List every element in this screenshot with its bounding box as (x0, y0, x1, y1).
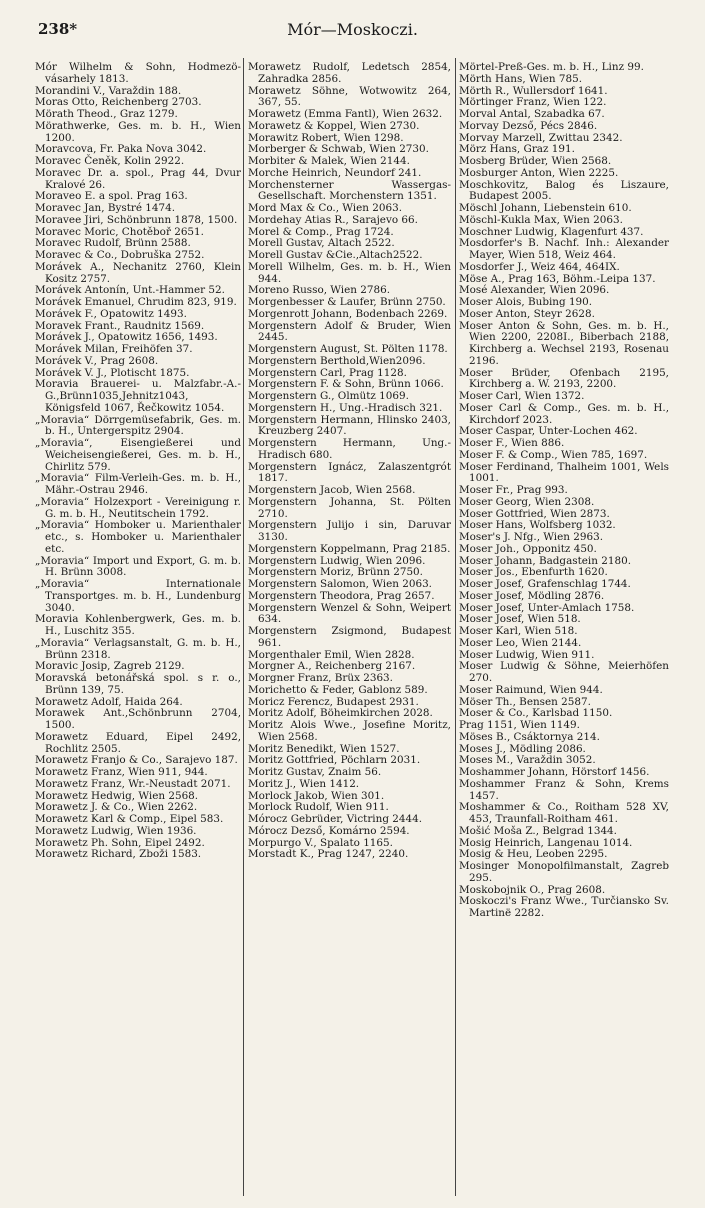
directory-entry: Mörtinger Franz, Wien 122. (459, 96, 607, 109)
directory-entry: Moser Ludwig & Söhne, Meierhöfen 270. (459, 660, 669, 684)
directory-entry: Morchensterner Wassergas-Gesellschaft. Morchenstern 1351. (248, 178, 451, 203)
directory-entry: Moser Karl, Wien 518. (459, 625, 578, 637)
directory-entry: Moser Anton & Sohn, Ges. m. b. H., Wien 2200, 2208I., Biberbach 2188, Kirchberg a. Wechsel 2193, Rosenau 2196. (459, 319, 669, 367)
column-left (35, 62, 241, 861)
directory-entry: Mosberg Brüder, Wien 2568. (459, 155, 612, 167)
directory-entry: „Moravia“ Internationale Transportges. m. b. H., Lundenburg 3040. (35, 578, 241, 614)
directory-entry: Moser Fr., Prag 993. (459, 484, 568, 496)
directory-entry: Moritz J., Wien 1412. (248, 777, 360, 790)
directory-entry: Moser Jos., Ebenfurth 1620. (459, 566, 608, 579)
directory-entry: Morawetz Franz, Wien 911, 944. (35, 766, 208, 778)
directory-entry: Moser Carl & Comp., Ges. m. b. H., Kirchdorf 2023. (459, 401, 669, 426)
directory-entry: Mosig Heinrich, Langenau 1014. (459, 836, 633, 849)
directory-entry: „Moravia“ Holzexport - Vereinigung r. G. m. b. H., Neutitschein 1792. (35, 495, 241, 520)
directory-entry: Morgenstern F. & Sohn, Brünn 1066. (248, 378, 444, 391)
directory-entry: „Moravia“ Verlagsanstalt, G. m. b. H., Brünn 2318. (35, 636, 241, 661)
directory-entry: Morell Gustav, Altach 2522. (248, 237, 395, 250)
directory-entry: Morawetz & Koppel, Wien 2730. (248, 119, 420, 132)
directory-entry: Moraveo E. a spol. Prag 163. (35, 190, 188, 203)
directory-entry: Moser's J. Nfg., Wien 2963. (459, 531, 604, 543)
directory-entry: Moschkovitz, Balog és Liszaure, Budapest 2005. (459, 178, 669, 203)
directory-entry: Morgenstern Hermann, Ung.-Hradisch 680. (248, 437, 451, 461)
directory-entry: Morawetz Karl & Comp., Eipel 583. (35, 813, 224, 825)
directory-entry: Morpurgo V., Spalato 1165. (248, 836, 393, 849)
directory-entry: Morgenstern Theodora, Prag 2657. (248, 589, 435, 602)
directory-entry: Morávek J., Opatowitz 1656, 1493. (35, 331, 218, 344)
directory-entry: Morlock Rudolf, Wien 911. (248, 801, 389, 814)
directory-entry: Moser Ludwig, Wien 911. (459, 648, 595, 661)
directory-entry: Morávek F., Opatowitz 1493. (35, 307, 187, 320)
directory-entry: Morávek V. J., Plotischt 1875. (35, 366, 190, 379)
directory-entry: Morawetz Söhne, Wotwowitz 264, 367, 55. (248, 84, 451, 109)
directory-entry: Morche Heinrich, Neundorf 241. (248, 166, 422, 179)
directory-entry: Moskobojnik O., Prag 2608. (459, 883, 606, 896)
directory-entry: Mošić Moša Z., Belgrad 1344. (459, 824, 617, 837)
directory-entry: Moritz Adolf, Böheimkirchen 2028. (248, 707, 433, 720)
directory-entry: Morawetz (Emma Fantl), Wien 2632. (248, 108, 443, 120)
directory-entry: Moshammer & Co., Roitham 528 XV, 453, Traunfall-Roitham 461. (459, 801, 669, 825)
directory-entry: Moser Josef, Wien 518. (459, 613, 581, 626)
directory-entry: Morvay Marzell, Zwittau 2342. (459, 131, 623, 144)
directory-entry: Moravec Dr. a. spol., Prag 44, Dvur Kralové 26. (35, 166, 241, 191)
directory-entry: Morávek Antonín, Unt.-Hammer 52. (35, 284, 225, 297)
column-divider (455, 58, 456, 1196)
directory-entry: Möse A., Prag 163, Böhm.-Leipa 137. (459, 272, 656, 285)
directory-entry: Moritz Gustav, Znaim 56. (248, 766, 382, 778)
directory-entry: Moravek Frant., Raudnitz 1569. (35, 319, 205, 332)
directory-entry: Moreno Russo, Wien 2786. (248, 284, 391, 297)
directory-entry: Moricz Ferencz, Budapest 2931. (248, 695, 419, 708)
directory-entry: Morávek Emanuel, Chrudim 823, 919. (35, 296, 237, 308)
directory-entry: Moritz Gottfried, Pöchlarn 2031. (248, 754, 421, 767)
directory-entry: Morgenstern Julijo i sin, Daruvar 3130. (248, 519, 451, 543)
directory-entry: Moshammer Johann, Hörstorf 1456. (459, 766, 650, 778)
directory-entry: Möschl Johann, Liebenstein 610. (459, 202, 632, 214)
directory-entry: Moravic Josip, Zagreb 2129. (35, 660, 185, 673)
directory-entry: Mosé Alexander, Wien 2096. (459, 284, 610, 297)
directory-entry: Moser Georg, Wien 2308. (459, 495, 595, 508)
directory-entry: Moser F. & Comp., Wien 785, 1697. (459, 448, 648, 461)
directory-entry: Morgenstern Johanna, St. Pölten 2710. (248, 495, 451, 520)
directory-entry: Mór Wilhelm & Sohn, Hodmezö-vásarhely 1813. (35, 61, 241, 85)
directory-entry: Morawetz Richard, Zboži 1583. (35, 848, 202, 861)
directory-entry: Moskoczi's Franz Wwe., Turčiansko Sv. Martinë 2282. (459, 895, 669, 919)
directory-entry: Morgner A., Reichenberg 2167. (248, 660, 416, 673)
directory-entry: Moser F., Wien 886. (459, 437, 565, 449)
directory-entry: Morel & Comp., Prag 1724. (248, 225, 394, 238)
directory-entry: Morgenstern August, St. Pölten 1178. (248, 343, 448, 355)
directory-entry: Moser Hans, Wolfsberg 1032. (459, 519, 616, 532)
directory-entry: Moras Otto, Reichenberg 2703. (35, 96, 202, 109)
directory-entry: Morgenstern Salomon, Wien 2063. (248, 578, 432, 590)
column-middle (248, 62, 451, 861)
directory-entry: Möser Th., Bensen 2587. (459, 695, 591, 708)
directory-entry: Morgenstern Zsigmond, Budapest 961. (248, 625, 451, 649)
directory-entry: Mosburger Anton, Wien 2225. (459, 166, 619, 179)
directory-entry: Morgenstern H., Ung.-Hradisch 321. (248, 401, 443, 414)
directory-entry: „Moravia“ Homboker u. Marienthaler etc., s. Homboker u. Marienthaler etc. (35, 519, 241, 555)
directory-entry: Moses J., Mödling 2086. (459, 742, 586, 755)
directory-entry: Morawetz Franz, Wr.-Neustadt 2071. (35, 777, 231, 790)
directory-entry: Morgenrott Johann, Bodenbach 2269. (248, 307, 448, 320)
directory-entry: Moser Gottfried, Wien 2873. (459, 507, 610, 520)
directory-entry: Moser Raimund, Wien 944. (459, 683, 603, 696)
directory-entry: Morvay Dezső, Pécs 2846. (459, 119, 598, 132)
directory-entry: Moser Josef, Grafenschlag 1744. (459, 578, 631, 590)
directory-entry: Mörth R., Wullersdorf 1641. (459, 84, 608, 97)
directory-entry: Moritz Benedikt, Wien 1527. (248, 742, 400, 755)
directory-entry: Moravec Jan, Bystré 1474. (35, 202, 176, 214)
directory-entry: Morawetz Adolf, Haida 264. (35, 695, 183, 708)
directory-entry: Morstadt K., Prag 1247, 2240. (248, 848, 409, 861)
directory-entry: Morgenstern Berthold,Wien2096. (248, 354, 426, 367)
directory-entry: „Moravia“ Import und Export, G. m. b. H. Brünn 3008. (35, 554, 241, 579)
directory-entry: Morawetz J. & Co., Wien 2262. (35, 801, 198, 814)
directory-entry: Moser Josef, Mödling 2876. (459, 589, 605, 602)
directory-entry: Moses M., Varaždin 3052. (459, 754, 596, 767)
directory-entry: Mosdorfer's B. Nachf. Inh.: Alexander Mayer, Wien 518, Weiz 464. (459, 237, 669, 261)
page-title: Mór—Moskoczi. (287, 20, 418, 39)
column-right (459, 62, 669, 920)
directory-entry: Morbiter & Malek, Wien 2144. (248, 155, 410, 167)
directory-entry: Mörathwerke, Ges. m. b. H., Wien 1200. (35, 119, 241, 144)
directory-entry: Morawek Ant.,Schönbrunn 2704, 1500. (35, 707, 241, 731)
directory-entry: Moravec & Co., Dobruška 2752. (35, 249, 205, 261)
directory-entry: Moser Anton, Steyr 2628. (459, 307, 595, 320)
directory-entry: Moser Joh., Opponitz 450. (459, 542, 597, 555)
directory-entry: Morávek Milan, Freihöfen 37. (35, 343, 193, 355)
directory-entry: Morgner Franz, Brüx 2363. (248, 672, 393, 684)
directory-entry: Morgenstern Wenzel & Sohn, Weipert 634. (248, 601, 451, 626)
directory-entry: Moravec Rudolf, Brünn 2588. (35, 237, 191, 250)
page-number: 238* (38, 20, 78, 38)
directory-entry: Mosinger Monopolfilmanstalt, Zagreb 295. (459, 860, 669, 884)
directory-entry: Möses B., Csáktornya 214. (459, 730, 600, 743)
directory-entry: Mörz Hans, Graz 191. (459, 143, 575, 156)
directory-entry: Moravee Jiri, Schönbrunn 1878, 1500. (35, 213, 238, 226)
directory-entry: Moravská betonářská spol. s r. o., Brünn 139, 75. (35, 672, 241, 696)
directory-entry: Moser Josef, Unter-Amlach 1758. (459, 601, 635, 614)
directory-entry: Morlock Jakob, Wien 301. (248, 789, 385, 802)
directory-entry: Morawitz Robert, Wien 1298. (248, 131, 404, 144)
directory-entry: Mórocz Gebrüder, Victring 2444. (248, 813, 423, 825)
directory-entry: Moshammer Franz & Sohn, Krems 1457. (459, 777, 669, 802)
directory-entry: Morichetto & Feder, Gablonz 589. (248, 683, 428, 696)
directory-entry: Moravia Brauerei- u. Malzfabr.-A.-G.,Brünn1035,Jehnitz1043, Königsfeld 1067, Řečkowitz 1054. (35, 378, 241, 414)
directory-entry: Moser Brüder, Ofenbach 2195, Kirchberg a. W. 2193, 2200. (459, 366, 669, 391)
directory-entry: Morell Wilhelm, Ges. m. b. H., Wien 944. (248, 260, 451, 285)
directory-entry: „Moravia“, Eisengießerei und Weicheisengießerei, Ges. m. b. H., Chirlitz 579. (35, 437, 241, 473)
directory-entry: „Moravia“ Dörrgemüsefabrik, Ges. m. b. H., Untergerspitz 2904. (35, 413, 241, 438)
directory-entry: Mord Max & Co., Wien 2063. (248, 202, 403, 214)
directory-entry: Moser Johann, Badgastein 2180. (459, 554, 631, 567)
directory-entry: Prag 1151, Wien 1149. (459, 719, 580, 731)
directory-entry: Morgenstern Ignácz, Zalaszentgrót 1817. (248, 460, 451, 485)
directory-entry: Moravcova, Fr. Paka Nova 3042. (35, 143, 207, 156)
directory-entry: Morgenthaler Emil, Wien 2828. (248, 648, 415, 661)
directory-entry: Moravec Moric, Chotěboř 2651. (35, 225, 204, 238)
page-header (0, 0, 705, 60)
directory-entry: „Moravia“ Film-Verleih-Ges. m. b. H., Mähr.-Ostrau 2946. (35, 472, 241, 496)
directory-entry: Morgenstern Moriz, Brünn 2750. (248, 566, 423, 579)
directory-entry: Moser Leo, Wien 2144. (459, 636, 582, 649)
directory-entry: Morávek A., Nechanitz 2760, Klein Kositz 2757. (35, 260, 241, 285)
directory-entry: Möschl-Kukla Max, Wien 2063. (459, 213, 623, 226)
directory-entry: Morell Gustav &Cie.,Altach2522. (248, 249, 423, 261)
directory-entry: Morávek V., Prag 2608. (35, 354, 159, 367)
directory-entry: Morawetz Hedwig, Wien 2568. (35, 789, 199, 802)
directory-entry: Mörth Hans, Wien 785. (459, 72, 583, 85)
directory-entry: Morawetz Ph. Sohn, Eipel 2492. (35, 836, 205, 849)
directory-entry: Mosdorfer J., Weiz 464, 464IX. (459, 260, 620, 273)
directory-entry: Mörtel-Preß-Ges. m. b. H., Linz 99. (459, 61, 644, 73)
directory-entry: Moser Carl, Wien 1372. (459, 390, 585, 402)
directory-entry: Mörath Theod., Graz 1279. (35, 108, 178, 120)
directory-entry: Morawetz Franjo & Co., Sarajevo 187. (35, 754, 238, 767)
directory-entry: Moravia Kohlenbergwerk, Ges. m. b. H., Luschitz 355. (35, 613, 241, 637)
column-divider (243, 58, 244, 1196)
directory-entry: Moser Caspar, Unter-Lochen 462. (459, 425, 638, 438)
directory-entry: Moschner Ludwig, Klagenfurt 437. (459, 225, 644, 238)
directory-entry: Moser Alois, Bubing 190. (459, 296, 593, 308)
directory-entry: Morgenstern Adolf & Bruder, Wien 2445. (248, 319, 451, 344)
directory-entry: Morandini V., Varaždin 188. (35, 84, 182, 97)
directory-entry: Morawetz Rudolf, Ledetsch 2854, Zahradka 2856. (248, 61, 451, 85)
directory-entry: Mosig & Heu, Leoben 2295. (459, 848, 608, 861)
directory-entry: Morgenstern Jacob, Wien 2568. (248, 484, 416, 496)
directory-entry: Morberger & Schwab, Wien 2730. (248, 143, 429, 156)
directory-entry: Morgenstern Hermann, Hlinsko 2403, Kreuzberg 2407. (248, 413, 451, 438)
directory-entry: Morgenstern Ludwig, Wien 2096. (248, 554, 426, 567)
directory-entry: Morawetz Eduard, Eipel 2492, Rochlitz 2505. (35, 730, 241, 755)
directory-entry: Moritz Alois Wwe., Josefine Moritz, Wien 2568. (248, 719, 451, 743)
directory-entry: Morawetz Ludwig, Wien 1936. (35, 824, 197, 837)
directory-entry: Morgenstern Carl, Prag 1128. (248, 366, 407, 379)
directory-entry: Moser Ferdinand, Thalheim 1001, Wels 1001. (459, 460, 669, 485)
directory-entry: Moser & Co., Karlsbad 1150. (459, 707, 613, 720)
directory-entry: Mórocz Dezső, Komárno 2594. (248, 824, 410, 837)
directory-entry: Moravec Čeněk, Kolin 2922. (35, 155, 185, 167)
directory-entry: Morval Antal, Szabadka 67. (459, 108, 605, 120)
directory-entry: Morgenstern Koppelmann, Prag 2185. (248, 542, 451, 555)
directory-entry: Mordehay Atias R., Sarajevo 66. (248, 213, 418, 226)
directory-entry: Morgenstern G., Olmütz 1069. (248, 390, 409, 402)
directory-entry: Morgenbesser & Laufer, Brünn 2750. (248, 296, 446, 308)
